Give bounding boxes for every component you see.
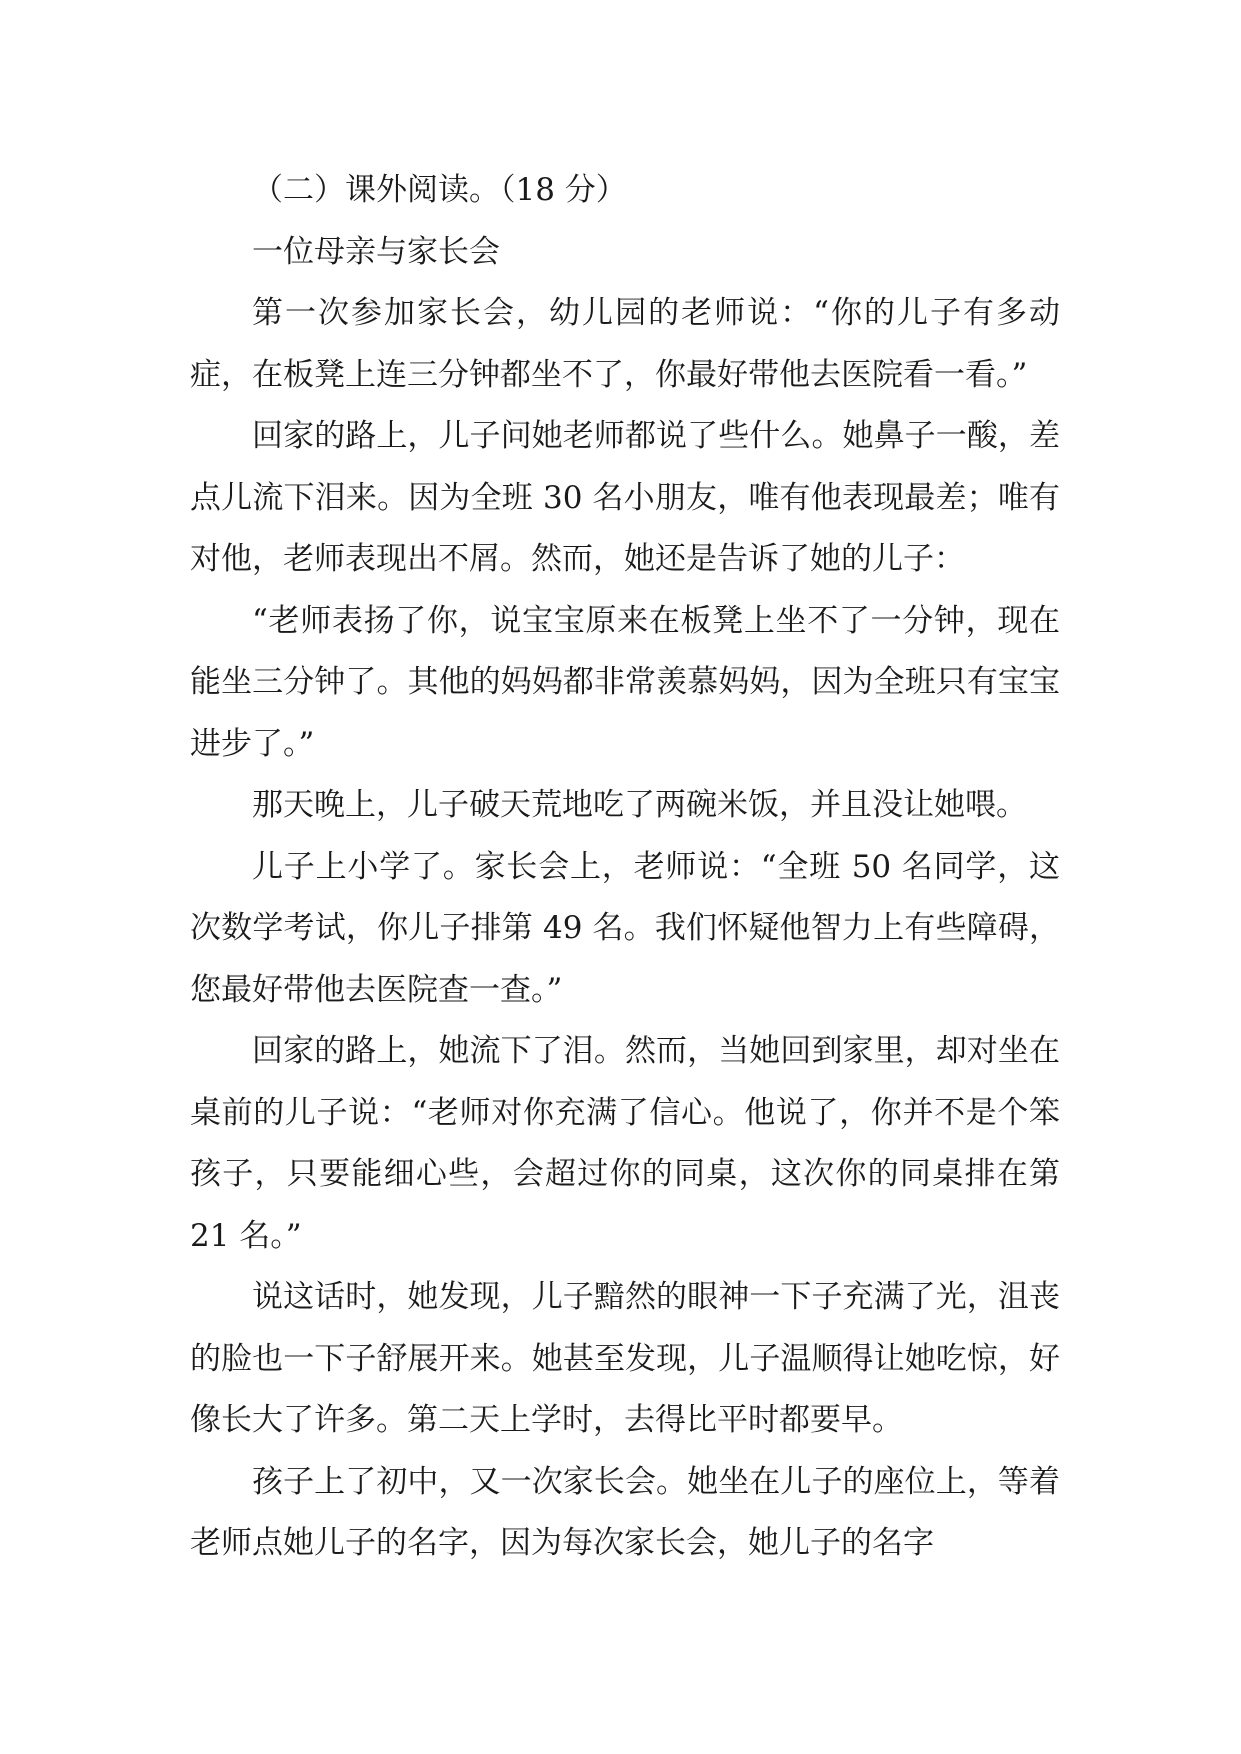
paragraph: “老师表扬了你，说宝宝原来在板凳上坐不了一分钟，现在能坐三分钟了。其他的妈妈都非常羡慕妈妈，因为全班只有宝宝进步了。” (190, 602, 1060, 762)
paragraph: 回家的路上，她流下了泪。然而，当她回到家里，却对坐在桌前的儿子说：“老师对你充满了信心。他说了，你并不是个笨孩子，只要能细心些，会超过你的同桌，这次你的同桌排在第 21 名。” (190, 1033, 1060, 1254)
paragraph: 孩子上了初中，又一次家长会。她坐在儿子的座位上，等着老师点她儿子的名字，因为每次家长会，她儿子的名字 (190, 1463, 1060, 1561)
paragraph: 第一次参加家长会，幼儿园的老师说：“你的儿子有多动症，在板凳上连三分钟都坐不了，你最好带他去医院看一看。” (190, 295, 1060, 393)
paragraph: 儿子上小学了。家长会上，老师说：“全班 50 名同学，这次数学考试，你儿子排第 49 名。我们怀疑他智力上有些障碍，您最好带他去医院查一查。” (190, 848, 1060, 1008)
reading-passage (190, 160, 1060, 1575)
paragraph: 回家的路上，儿子问她老师都说了些什么。她鼻子一酸，差点儿流下泪来。因为全班 30 名小朋友，唯有他表现最差；唯有对他，老师表现出不屑。然而，她还是告诉了她的儿子： (190, 418, 1060, 577)
story-title: 一位母亲与家长会 (252, 233, 500, 270)
paragraph: 说这话时，她发现，儿子黯然的眼神一下子充满了光，沮丧的脸也一下子舒展开来。她甚至发现，儿子温顺得让她吃惊，好像长大了许多。第二天上学时，去得比平时都要早。 (190, 1279, 1060, 1438)
section-heading: （二）课外阅读。（18 分） (252, 172, 627, 208)
paragraph: 那天晚上，儿子破天荒地吃了两碗米饭，并且没让她喂。 (252, 787, 1027, 823)
